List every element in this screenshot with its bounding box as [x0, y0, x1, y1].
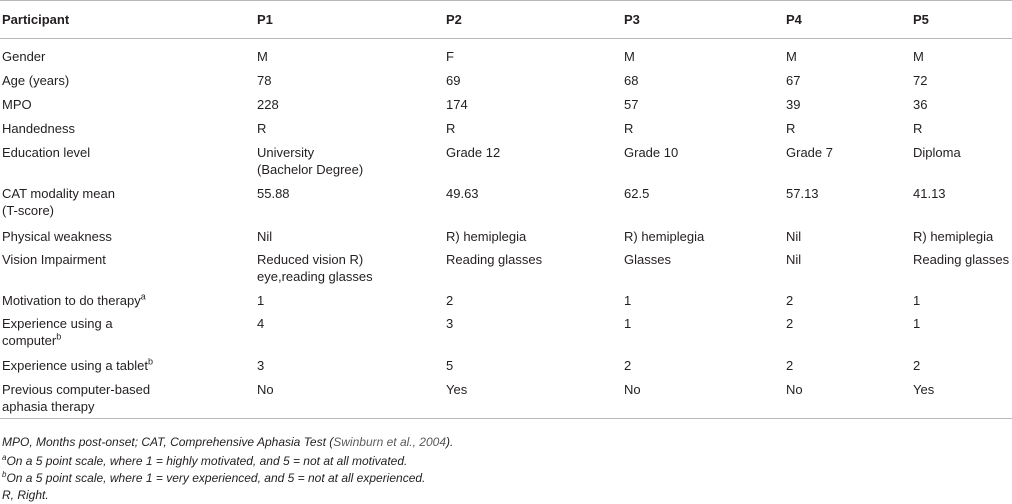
row-label-line: Physical weakness	[2, 229, 112, 244]
cell-p1	[257, 315, 264, 332]
cell-text: No	[624, 382, 641, 397]
cell-text: No	[786, 382, 803, 397]
cell-p3	[624, 357, 631, 374]
citation-link[interactable]: Swinburn et al., 2004	[333, 435, 447, 449]
cell-text: R	[446, 121, 456, 136]
cell-p4	[786, 251, 801, 268]
table-bottom-rule	[0, 418, 1012, 419]
row-label	[2, 292, 146, 309]
cell-p1	[257, 185, 290, 202]
footnote-r	[2, 487, 49, 504]
row-label-line: Gender	[2, 49, 46, 64]
cell-text: 2	[446, 293, 454, 308]
cell-text: 68	[624, 73, 639, 88]
cell-text: 2	[786, 316, 794, 331]
cell-text: 2	[624, 358, 632, 373]
header-p1: P1	[257, 12, 273, 27]
cell-p1	[257, 96, 279, 113]
footnote-a-text: On a 5 point scale, where 1 = highly motivated, and 5 = not at all motivated.	[6, 454, 408, 468]
cell-text: 5	[446, 358, 454, 373]
cell-p4	[786, 120, 795, 137]
cell-text: 69	[446, 73, 461, 88]
header-p2: P2	[446, 12, 462, 27]
cell-text: R	[913, 121, 923, 136]
cell-p1	[257, 357, 264, 374]
cell-text: 57	[624, 97, 639, 112]
cell-text: 1	[624, 316, 632, 331]
cell-p3	[624, 96, 638, 113]
cell-text: Grade 10	[624, 145, 679, 160]
cell-text: R	[786, 121, 796, 136]
cell-text: 49.63	[446, 186, 479, 201]
cell-p2	[446, 315, 453, 332]
cell-text: Glasses	[624, 252, 671, 267]
cell-text: 1	[913, 293, 921, 308]
cell-p2	[446, 357, 453, 374]
cell-text: (Bachelor Degree)	[257, 162, 364, 177]
cell-p5	[913, 228, 993, 245]
cell-p1	[257, 251, 373, 285]
cell-p5	[913, 315, 920, 332]
cell-text: No	[257, 382, 274, 397]
cell-p2	[446, 120, 455, 137]
row-label-line: Experience using a tablet	[2, 358, 148, 373]
cell-text: 62.5	[624, 186, 650, 201]
cell-p2	[446, 96, 468, 113]
cell-text: 1	[257, 293, 265, 308]
cell-p4	[786, 185, 819, 202]
footnote-abbrev-text: MPO, Months post-onset; CAT, Comprehensive Aphasia Test (	[2, 435, 334, 449]
cell-text: eye,reading glasses	[257, 269, 373, 284]
cell-text: 4	[257, 316, 265, 331]
cell-p4	[786, 96, 800, 113]
cell-text: Grade 12	[446, 145, 501, 160]
cell-p1	[257, 120, 266, 137]
cell-p4	[786, 381, 803, 398]
row-label	[2, 357, 153, 374]
cell-text: Reduced vision R)	[257, 252, 364, 267]
cell-text: University	[257, 145, 315, 160]
row-label-line: aphasia therapy	[2, 399, 95, 414]
row-label	[2, 251, 106, 268]
cell-text: M	[786, 49, 797, 64]
cell-p1	[257, 48, 268, 65]
cell-p1	[257, 228, 272, 245]
cell-text: Reading glasses	[913, 252, 1010, 267]
header-p3: P3	[624, 12, 640, 27]
cell-p2	[446, 185, 479, 202]
cell-text: Nil	[786, 252, 802, 267]
cell-text: 2	[913, 358, 921, 373]
cell-p3	[624, 381, 641, 398]
cell-p3	[624, 315, 631, 332]
footnote-b-mark: b	[2, 470, 7, 479]
cell-text: 67	[786, 73, 801, 88]
row-label-line: Previous computer-based	[2, 382, 151, 397]
cell-text: R	[257, 121, 267, 136]
footnote-abbrev-end: ).	[446, 435, 454, 449]
row-label-line: Handedness	[2, 121, 75, 136]
row-label	[2, 96, 32, 113]
cell-p5	[913, 357, 920, 374]
cell-p5	[913, 381, 934, 398]
cell-text: 55.88	[257, 186, 290, 201]
footnote-r-text: R, Right.	[2, 488, 49, 502]
cell-text: 72	[913, 73, 928, 88]
row-label-line: Experience using a	[2, 316, 113, 331]
footnote-marker: b	[147, 356, 153, 367]
cell-p3	[624, 185, 649, 202]
cell-text: R) hemiplegia	[913, 229, 994, 244]
cell-text: 3	[257, 358, 265, 373]
row-label	[2, 315, 113, 349]
cell-text: 228	[257, 97, 279, 112]
row-label	[2, 120, 75, 137]
footnote-a-mark: a	[2, 453, 7, 462]
cell-p4	[786, 72, 800, 89]
cell-p4	[786, 144, 833, 161]
cell-p3	[624, 144, 678, 161]
cell-text: 2	[786, 293, 794, 308]
cell-text: R	[624, 121, 634, 136]
row-label	[2, 381, 150, 415]
cell-p2	[446, 48, 454, 65]
cell-text: 1	[624, 293, 632, 308]
cell-text: 36	[913, 97, 928, 112]
cell-p5	[913, 120, 922, 137]
cell-text: 174	[446, 97, 468, 112]
cell-text: R) hemiplegia	[446, 229, 527, 244]
cell-p3	[624, 292, 631, 309]
row-label-line: MPO	[2, 97, 32, 112]
cell-p4	[786, 315, 793, 332]
header-p4: P4	[786, 12, 802, 27]
cell-p4	[786, 292, 793, 309]
cell-text: Nil	[257, 229, 273, 244]
cell-p1	[257, 381, 274, 398]
cell-p2	[446, 381, 467, 398]
cell-p4	[786, 228, 801, 245]
cell-text: 39	[786, 97, 801, 112]
row-label	[2, 228, 112, 245]
cell-text: Yes	[913, 382, 935, 397]
cell-text: 57.13	[786, 186, 819, 201]
footnote-b-text: On a 5 point scale, where 1 = very experienced, and 5 = not at all experienced.	[6, 471, 426, 485]
cell-p3	[624, 120, 633, 137]
row-label-line: Age (years)	[2, 73, 70, 88]
table-header-rule	[0, 38, 1012, 39]
footnote-a	[2, 453, 407, 470]
cell-p4	[786, 357, 793, 374]
cell-p5	[913, 292, 920, 309]
cell-text: F	[446, 49, 454, 64]
cell-p2	[446, 144, 500, 161]
cell-text: Grade 7	[786, 145, 833, 160]
footnote-marker: a	[140, 291, 146, 302]
cell-text: 78	[257, 73, 272, 88]
footnote-abbreviations	[2, 434, 453, 451]
cell-p1	[257, 72, 271, 89]
cell-p5	[913, 48, 924, 65]
row-label	[2, 185, 115, 219]
footnote-b	[2, 470, 425, 487]
cell-p4	[786, 48, 797, 65]
cell-p2	[446, 72, 460, 89]
cell-p5	[913, 251, 1009, 268]
row-label	[2, 72, 69, 89]
header-participant: Participant	[2, 12, 70, 27]
cell-text: M	[913, 49, 924, 64]
cell-text: M	[257, 49, 268, 64]
cell-text: Diploma	[913, 145, 961, 160]
cell-p5	[913, 144, 961, 161]
row-label	[2, 144, 90, 161]
cell-text: Reading glasses	[446, 252, 543, 267]
cell-p5	[913, 96, 927, 113]
cell-p3	[624, 48, 635, 65]
cell-p5	[913, 185, 946, 202]
table-top-rule	[0, 0, 1012, 1]
cell-text: R) hemiplegia	[624, 229, 705, 244]
row-label	[2, 48, 45, 65]
cell-text: 2	[786, 358, 794, 373]
cell-text: M	[624, 49, 635, 64]
cell-text: 41.13	[913, 186, 946, 201]
cell-p3	[624, 228, 704, 245]
row-label-line: CAT modality mean	[2, 186, 115, 201]
row-label-line: Motivation to do therapy	[2, 293, 141, 308]
cell-p1	[257, 144, 363, 178]
cell-p1	[257, 292, 264, 309]
row-label-line: Vision Impairment	[2, 252, 106, 267]
cell-p2	[446, 251, 542, 268]
cell-p2	[446, 228, 526, 245]
header-p5: P5	[913, 12, 929, 27]
cell-text: 3	[446, 316, 454, 331]
row-label-line: (T-score)	[2, 203, 54, 218]
footnote-marker: b	[56, 331, 62, 342]
cell-text: Nil	[786, 229, 802, 244]
cell-p3	[624, 251, 671, 268]
cell-p3	[624, 72, 638, 89]
cell-p2	[446, 292, 453, 309]
cell-text: 1	[913, 316, 921, 331]
row-label-line: computer	[2, 333, 57, 348]
row-label-line: Education level	[2, 145, 91, 160]
cell-p5	[913, 72, 927, 89]
cell-text: Yes	[446, 382, 468, 397]
